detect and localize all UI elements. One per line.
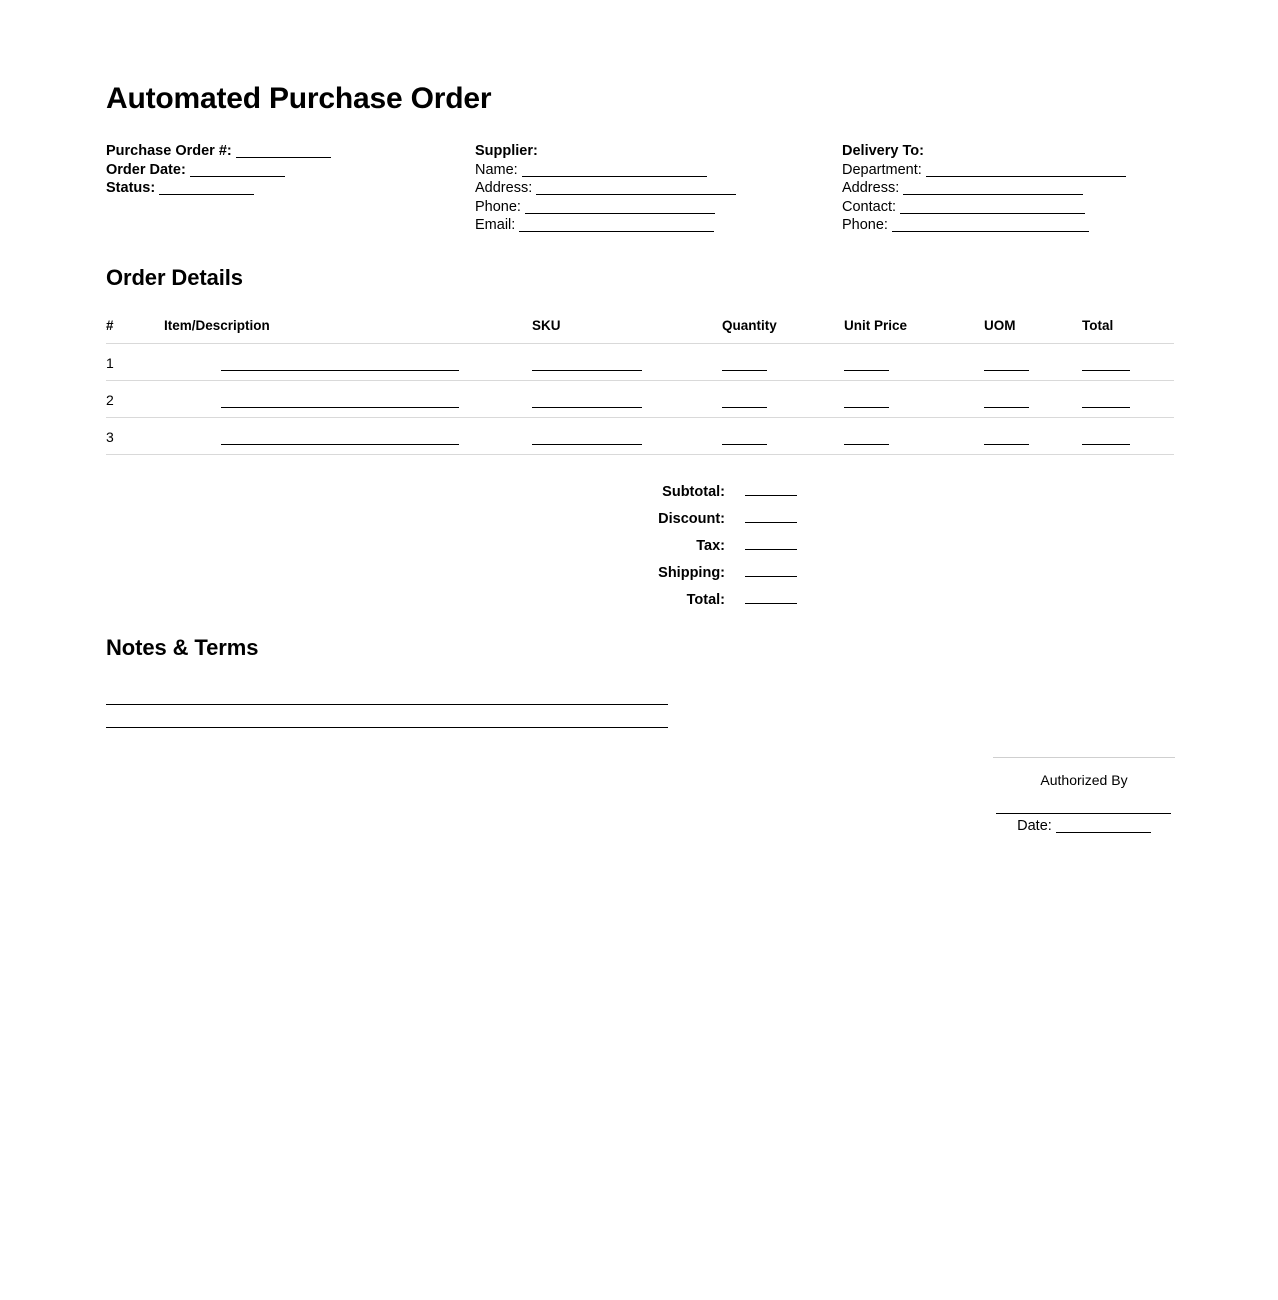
discount-label: Discount:	[658, 511, 725, 527]
quantity-input[interactable]	[722, 358, 767, 371]
sku-cell[interactable]	[532, 344, 722, 381]
notes-line-2[interactable]	[106, 705, 668, 728]
field-supplier-email[interactable]	[475, 216, 815, 235]
date-label: Date:	[1017, 818, 1052, 834]
sku-input[interactable]	[532, 358, 642, 371]
supplier-block	[475, 142, 815, 235]
field-purchase-order-number[interactable]	[106, 142, 436, 161]
supplier-heading: Supplier:	[475, 143, 538, 159]
row-number: 3	[106, 418, 164, 455]
subtotal-input[interactable]	[745, 482, 797, 496]
supplier-name-input[interactable]	[522, 163, 707, 177]
delivery-department-input[interactable]	[926, 163, 1126, 177]
field-delivery-address[interactable]	[842, 179, 1182, 198]
field-label: Department:	[842, 161, 922, 178]
column-header-item: Item/Description	[164, 318, 532, 344]
uom-cell[interactable]	[984, 381, 1082, 418]
unit-price-cell[interactable]	[844, 381, 984, 418]
column-header-uom: UOM	[984, 318, 1082, 344]
field-label: Email:	[475, 217, 516, 233]
table-row	[106, 344, 1174, 381]
unit-price-input[interactable]	[844, 358, 889, 371]
column-header-sku: SKU	[532, 318, 722, 344]
field-label: Phone:	[842, 217, 888, 233]
total-input[interactable]	[1082, 358, 1130, 371]
signature-block	[993, 757, 1175, 834]
subtotal-label: Subtotal:	[662, 484, 725, 500]
field-label: Address:	[475, 180, 533, 196]
total-cell[interactable]	[1082, 344, 1174, 381]
field-label: Name:	[475, 161, 518, 178]
purchase-order-number-input[interactable]	[236, 144, 331, 158]
quantity-cell[interactable]	[722, 418, 844, 455]
order-info-block	[106, 142, 436, 198]
uom-input[interactable]	[984, 395, 1029, 408]
totals-row-total	[600, 590, 900, 617]
field-delivery-phone[interactable]	[842, 216, 1182, 235]
item-input[interactable]	[221, 432, 459, 445]
column-header-number: #	[106, 318, 164, 344]
status-input[interactable]	[159, 181, 254, 195]
field-status[interactable]	[106, 179, 436, 198]
supplier-address-input[interactable]	[536, 181, 736, 195]
item-input[interactable]	[221, 358, 459, 371]
field-label: Phone:	[475, 198, 521, 215]
notes-terms-heading: Notes & Terms	[106, 635, 259, 660]
notes-line-1[interactable]	[106, 682, 668, 705]
uom-input[interactable]	[984, 358, 1029, 371]
signature-line[interactable]	[996, 813, 1171, 814]
order-details-table	[106, 318, 1174, 455]
sku-cell[interactable]	[532, 381, 722, 418]
delivery-contact-input[interactable]	[900, 200, 1085, 214]
uom-cell[interactable]	[984, 418, 1082, 455]
shipping-input[interactable]	[745, 563, 797, 577]
delivery-phone-input[interactable]	[892, 218, 1089, 232]
supplier-phone-input[interactable]	[525, 200, 715, 214]
uom-cell[interactable]	[984, 344, 1082, 381]
quantity-cell[interactable]	[722, 381, 844, 418]
total-cell[interactable]	[1082, 418, 1174, 455]
quantity-input[interactable]	[722, 432, 767, 445]
notes-terms-block	[106, 682, 668, 728]
table-header-row	[106, 318, 1174, 344]
date-input[interactable]	[1056, 819, 1151, 833]
totals-row-tax	[600, 536, 900, 563]
field-order-date[interactable]	[106, 161, 436, 180]
unit-price-input[interactable]	[844, 432, 889, 445]
column-header-unit-price: Unit Price	[844, 318, 984, 344]
discount-input[interactable]	[745, 509, 797, 523]
unit-price-cell[interactable]	[844, 344, 984, 381]
signature-divider	[993, 757, 1175, 758]
total-amount-input[interactable]	[745, 590, 797, 604]
uom-input[interactable]	[984, 432, 1029, 445]
item-input[interactable]	[221, 395, 459, 408]
field-label: Order Date:	[106, 161, 186, 178]
total-input[interactable]	[1082, 432, 1130, 445]
sku-input[interactable]	[532, 432, 642, 445]
order-date-input[interactable]	[190, 163, 285, 177]
quantity-cell[interactable]	[722, 344, 844, 381]
supplier-email-input[interactable]	[519, 218, 714, 232]
item-cell[interactable]	[164, 381, 532, 418]
quantity-input[interactable]	[722, 395, 767, 408]
field-delivery-contact[interactable]	[842, 198, 1182, 217]
row-number: 1	[106, 344, 164, 381]
field-delivery-department[interactable]	[842, 161, 1182, 180]
unit-price-cell[interactable]	[844, 418, 984, 455]
total-cell[interactable]	[1082, 381, 1174, 418]
totals-row-shipping	[600, 563, 900, 590]
totals-row-discount	[600, 509, 900, 536]
tax-input[interactable]	[745, 536, 797, 550]
total-input[interactable]	[1082, 395, 1130, 408]
field-supplier-phone[interactable]	[475, 198, 815, 217]
column-header-total: Total	[1082, 318, 1174, 344]
delivery-block	[842, 142, 1182, 235]
row-number: 2	[106, 381, 164, 418]
item-cell[interactable]	[164, 418, 532, 455]
field-label: Purchase Order #:	[106, 143, 232, 159]
totals-block	[600, 482, 900, 617]
authorized-by-label: Authorized By	[1040, 772, 1128, 788]
shipping-label: Shipping:	[658, 565, 725, 581]
field-label: Contact:	[842, 198, 896, 215]
table-row	[106, 381, 1174, 418]
table-row	[106, 418, 1174, 455]
signature-date-field[interactable]	[993, 818, 1175, 834]
field-label: Address:	[842, 180, 900, 196]
sku-cell[interactable]	[532, 418, 722, 455]
totals-row-subtotal	[600, 482, 900, 509]
delivery-heading: Delivery To:	[842, 143, 924, 159]
sku-input[interactable]	[532, 395, 642, 408]
order-details-heading: Order Details	[106, 265, 243, 290]
unit-price-input[interactable]	[844, 395, 889, 408]
item-cell[interactable]	[164, 344, 532, 381]
column-header-quantity: Quantity	[722, 318, 844, 344]
page-title: Automated Purchase Order	[106, 82, 492, 115]
total-label: Total:	[686, 592, 725, 608]
tax-label: Tax:	[696, 538, 725, 554]
field-label: Status:	[106, 180, 156, 196]
field-supplier-address[interactable]	[475, 179, 815, 198]
delivery-address-input[interactable]	[903, 181, 1083, 195]
field-supplier-name[interactable]	[475, 161, 815, 180]
